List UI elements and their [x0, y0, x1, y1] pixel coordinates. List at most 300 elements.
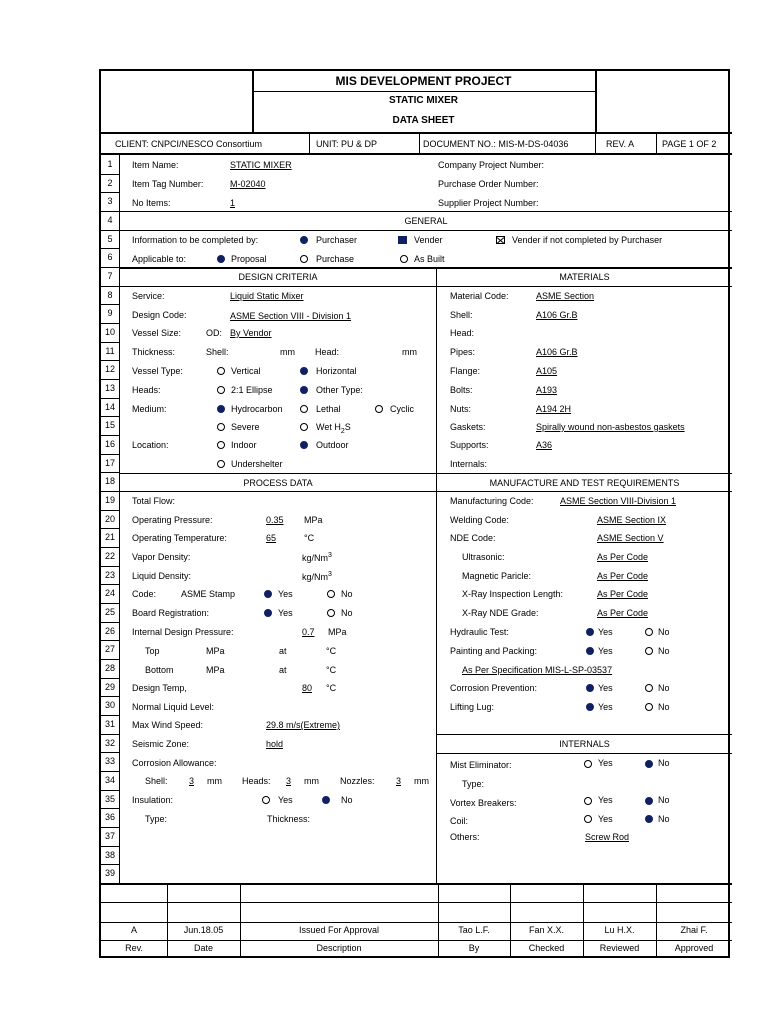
- wet-h2s-radio[interactable]: [300, 423, 308, 431]
- rev-header-rev: Rev.: [125, 943, 143, 953]
- row-number: 33: [104, 756, 115, 767]
- insulation-yes-radio[interactable]: [262, 796, 270, 804]
- stamp-yes-label: Yes: [278, 589, 293, 599]
- corr-heads-unit: mm: [304, 776, 319, 786]
- thickness-shell-label: Shell:: [206, 347, 229, 357]
- row-separator: [101, 678, 120, 679]
- undershelter-label: Undershelter: [231, 459, 283, 469]
- insulation-no-radio[interactable]: [322, 796, 330, 804]
- mat-shell-label: Shell:: [450, 310, 473, 320]
- cyclic-radio[interactable]: [375, 405, 383, 413]
- row-separator: [101, 864, 120, 865]
- top-unit: MPa: [206, 646, 225, 656]
- row-separator: [101, 304, 120, 305]
- thickness-head-label: Head:: [315, 347, 340, 357]
- doc-type-title: DATA SHEET: [392, 115, 455, 126]
- process-data-title: PROCESS DATA: [243, 478, 313, 488]
- row-separator: [101, 230, 120, 231]
- row-separator: [101, 379, 120, 380]
- rev-by: Tao L.F.: [458, 925, 490, 935]
- design-temp-label: Design Temp,: [132, 683, 187, 693]
- vapor-density-unit: [302, 550, 332, 564]
- mat-bolts-label: Bolts:: [450, 385, 473, 395]
- info-sep-1: [309, 134, 310, 153]
- seismic-label: Seismic Zone:: [132, 739, 190, 749]
- design-title-line: [120, 286, 436, 287]
- others-value: Screw Rod: [585, 832, 630, 842]
- row-number: 9: [107, 308, 113, 319]
- row-separator: [101, 342, 120, 343]
- corr-shell-label: Shell:: [145, 776, 168, 786]
- severe-label: Severe: [231, 422, 260, 432]
- wet-h2s-label: [316, 421, 351, 438]
- rev-header-approved: Approved: [674, 943, 714, 953]
- row-number: 14: [104, 401, 115, 412]
- row-separator: [101, 174, 120, 175]
- heads-label: Heads:: [132, 385, 161, 395]
- mat-supports-value: A36: [536, 440, 553, 450]
- mist-label: Mist Eliminator:: [450, 760, 512, 770]
- row-number: 32: [104, 737, 115, 748]
- liquid-density-label: Liquid Density:: [132, 571, 192, 581]
- mat-supports-label: Supports:: [450, 440, 489, 450]
- design-top: [120, 267, 732, 269]
- undershelter-radio[interactable]: [217, 460, 225, 468]
- row-separator: [101, 192, 120, 193]
- company-project-label: Company Project Number:: [438, 160, 545, 170]
- wind-value: 29.8 m/s(Extreme): [266, 720, 341, 730]
- lethal-radio[interactable]: [300, 405, 308, 413]
- tag-value: M-02040: [230, 179, 266, 189]
- rev-approved: Zhai F.: [680, 925, 708, 935]
- row-number: 6: [107, 252, 113, 263]
- nde-label: NDE Code:: [450, 533, 496, 543]
- insulation-label: Insulation:: [132, 795, 174, 805]
- lifting-yes-label: Yes: [598, 702, 613, 712]
- board-label: Board Registration:: [132, 608, 210, 618]
- wind-label: Max Wind Speed:: [132, 720, 204, 730]
- rev-checked: Fan X.X.: [528, 925, 564, 935]
- rev-header-reviewed: Reviewed: [599, 943, 640, 953]
- vessel-size-value: By Vendor: [230, 328, 272, 338]
- row-separator: [101, 696, 120, 697]
- tag-label: Item Tag Number:: [132, 179, 204, 189]
- row-separator: [101, 827, 120, 828]
- op-temp-unit: °C: [304, 533, 315, 543]
- row-number: 35: [104, 793, 115, 804]
- welding-value: ASME Section IX: [597, 515, 667, 525]
- bottom-degc: °C: [326, 665, 337, 675]
- rev-header-date: Date: [193, 943, 213, 953]
- info-sep-4: [656, 134, 657, 153]
- outdoor-radio[interactable]: [300, 441, 308, 449]
- row-number: 5: [107, 233, 113, 244]
- rev-line-3: [101, 940, 732, 941]
- coil-label: Coil:: [450, 816, 469, 826]
- int-pressure-label: Internal Design Pressure:: [132, 627, 234, 637]
- row-number: 21: [104, 532, 115, 543]
- page-label: PAGE 1 OF 2: [662, 139, 717, 149]
- material-code-label: Material Code:: [450, 291, 509, 301]
- row-number: 12: [104, 364, 115, 375]
- row-separator: [101, 622, 120, 623]
- liquid-unit-text: kg/Nm: [302, 572, 329, 582]
- row-separator: [101, 267, 120, 268]
- vertical-radio[interactable]: [217, 367, 225, 375]
- stamp-yes-radio[interactable]: [264, 590, 272, 598]
- row-separator: [101, 846, 120, 847]
- service-label: Service:: [132, 291, 165, 301]
- hydraulic-yes-radio[interactable]: [586, 628, 594, 636]
- info-sep-2: [419, 134, 420, 153]
- row-number: 34: [104, 775, 115, 786]
- row-separator: [101, 528, 120, 529]
- thickness-label: Thickness:: [132, 347, 176, 357]
- row-separator: [101, 211, 120, 212]
- vapor-density-label: Vapor Density:: [132, 552, 191, 562]
- row-number: 7: [107, 271, 113, 282]
- rev-value: A: [130, 925, 137, 935]
- ultrasonic-value: As Per Code: [597, 552, 649, 562]
- rev-header-by: By: [468, 943, 480, 953]
- other-type-label: Other Type:: [316, 385, 363, 395]
- horizontal-radio[interactable]: [300, 367, 308, 375]
- row-separator: [101, 566, 120, 567]
- painting-no-radio[interactable]: [645, 647, 653, 655]
- row-separator: [101, 510, 120, 511]
- row-separator: [101, 752, 120, 753]
- wet-h2s-text: Wet H: [316, 422, 341, 432]
- hydrocarbon-label: Hydrocarbon: [231, 404, 283, 414]
- rev-header-checked: Checked: [528, 943, 565, 953]
- ellipse-label: 2:1 Ellipse: [231, 385, 273, 395]
- vortex-no-label: No: [658, 795, 670, 805]
- vender-if-checkbox[interactable]: [496, 236, 505, 244]
- op-pressure-unit: MPa: [304, 515, 323, 525]
- row-number: 26: [104, 625, 115, 636]
- corrosion-no-label: No: [658, 683, 670, 693]
- corr-nozzles-unit: mm: [414, 776, 429, 786]
- info-bottom: [101, 153, 732, 155]
- row-number: 37: [104, 831, 115, 842]
- hydrocarbon-radio[interactable]: [217, 405, 225, 413]
- mfg-code-value: ASME Section VIII-Division 1: [560, 496, 677, 506]
- row-separator: [101, 584, 120, 585]
- general-bottom: [120, 230, 732, 231]
- row-number: 13: [104, 383, 115, 394]
- row-separator: [101, 715, 120, 716]
- mat-flange-label: Flange:: [450, 366, 481, 376]
- vertical-label: Vertical: [231, 366, 261, 376]
- hydraulic-yes-label: Yes: [598, 627, 613, 637]
- info-sep-3: [595, 134, 596, 153]
- no-items-value: 1: [230, 198, 236, 208]
- nde-value: ASME Section V: [597, 533, 664, 543]
- top-label: Top: [145, 646, 160, 656]
- mist-yes-label: Yes: [598, 758, 613, 768]
- info-completed-label: Information to be completed by:: [132, 235, 259, 245]
- data-sheet: [99, 69, 730, 958]
- magnetic-value: As Per Code: [597, 571, 649, 581]
- title-bottom: [101, 132, 732, 134]
- supplier-project-label: Supplier Project Number:: [438, 198, 539, 208]
- hydraulic-no-label: No: [658, 627, 670, 637]
- board-yes-radio[interactable]: [264, 609, 272, 617]
- board-no-radio[interactable]: [327, 609, 335, 617]
- design-temp-unit: °C: [326, 683, 337, 693]
- design-code-label: Design Code:: [132, 310, 187, 320]
- corr-shell-value: 3: [189, 776, 195, 786]
- title-divider: [252, 91, 595, 92]
- mfg-code-label: Manufacturing Code:: [450, 496, 534, 506]
- row-number: 17: [104, 457, 115, 468]
- proposal-label: Proposal: [231, 254, 267, 264]
- mat-flange-value: A105: [536, 366, 558, 376]
- painting-no-label: No: [658, 646, 670, 656]
- op-temp-label: Operating Temperature:: [132, 533, 227, 543]
- mist-no-radio[interactable]: [645, 760, 653, 768]
- xray-grade-value: As Per Code: [597, 608, 649, 618]
- coil-yes-radio[interactable]: [584, 815, 592, 823]
- design-code-value: ASME Section VIII - Division 1: [230, 311, 352, 321]
- top-degc: °C: [326, 646, 337, 656]
- rev-description: Issued For Approval: [298, 925, 380, 935]
- board-yes-label: Yes: [278, 608, 293, 618]
- general-title: GENERAL: [404, 216, 448, 226]
- outdoor-label: Outdoor: [316, 440, 349, 450]
- op-temp-value: 65: [266, 533, 277, 543]
- corrosion-prevention-label: Corrosion Prevention:: [450, 683, 538, 693]
- purchase-label: Purchase: [316, 254, 355, 264]
- row-number: 25: [104, 607, 115, 618]
- coil-yes-label: Yes: [598, 814, 613, 824]
- row-separator: [101, 435, 120, 436]
- indoor-radio[interactable]: [217, 441, 225, 449]
- vortex-no-radio[interactable]: [645, 797, 653, 805]
- row-separator: [101, 659, 120, 660]
- item-name-label: Item Name:: [132, 160, 179, 170]
- ins-thickness-label: Thickness:: [267, 814, 311, 824]
- painting-label: Painting and Packing:: [450, 646, 538, 656]
- indoor-label: Indoor: [231, 440, 257, 450]
- client-label: CLIENT: CNPCI/NESCO Consortium: [115, 139, 263, 149]
- other-type-radio[interactable]: [300, 386, 308, 394]
- applicable-label: Applicable to:: [132, 254, 187, 264]
- op-pressure-label: Operating Pressure:: [132, 515, 213, 525]
- row-separator: [101, 454, 120, 455]
- hydraulic-no-radio[interactable]: [645, 628, 653, 636]
- row-number: 20: [104, 513, 115, 524]
- medium-label: Medium:: [132, 404, 167, 414]
- internals-top: [437, 734, 732, 735]
- int-pressure-unit: MPa: [328, 627, 347, 637]
- mat-head-label: Head:: [450, 328, 475, 338]
- cyclic-label: Cyclic: [390, 404, 414, 414]
- rev-reviewed: Lu H.X.: [604, 925, 635, 935]
- painting-spec: As Per Specification MIS-L-SP-03537: [462, 665, 613, 675]
- body-bottom: [101, 883, 732, 885]
- others-label: Others:: [450, 832, 480, 842]
- internals-title-line: [437, 753, 732, 754]
- mist-yes-radio[interactable]: [584, 760, 592, 768]
- nll-label: Normal Liquid Level:: [132, 702, 215, 712]
- total-flow-label: Total Flow:: [132, 496, 176, 506]
- row-number: 39: [104, 868, 115, 879]
- corr-heads-value: 3: [286, 776, 292, 786]
- mat-bolts-value: A193: [536, 385, 558, 395]
- row-number: 27: [104, 644, 115, 655]
- corrosion-no-radio[interactable]: [645, 684, 653, 692]
- middle-divider: [436, 267, 437, 883]
- purchase-radio[interactable]: [300, 255, 308, 263]
- row-separator: [101, 286, 120, 287]
- liquid-density-unit: [302, 569, 332, 583]
- row-separator: [101, 547, 120, 548]
- row-number: 38: [104, 849, 115, 860]
- insulation-no-label: No: [341, 795, 353, 805]
- row-separator: [101, 771, 120, 772]
- mat-pipes-value: A106 Gr.B: [536, 347, 578, 357]
- vessel-size-label: Vessel Size:: [132, 328, 182, 338]
- row-number: 30: [104, 700, 115, 711]
- row-separator: [101, 734, 120, 735]
- lethal-label: Lethal: [316, 404, 341, 414]
- row-separator: [101, 323, 120, 324]
- welding-label: Welding Code:: [450, 515, 509, 525]
- rev-line-2: [101, 922, 732, 923]
- location-label: Location:: [132, 440, 169, 450]
- internals-title: INTERNALS: [559, 739, 610, 749]
- process-title-line: [120, 491, 436, 492]
- horizontal-label: Horizontal: [316, 366, 357, 376]
- design-criteria-title: DESIGN CRITERIA: [238, 272, 318, 282]
- row-separator: [101, 416, 120, 417]
- liquid-unit-sup: 3: [328, 571, 332, 578]
- row-separator: [101, 603, 120, 604]
- stamp-no-label: No: [341, 589, 353, 599]
- mist-no-label: No: [658, 758, 670, 768]
- row-number: 10: [104, 327, 115, 338]
- vender-if-label: Vender if not completed by Purchaser: [512, 235, 663, 245]
- magnetic-label: Magnetic Paricle:: [462, 571, 532, 581]
- xray-length-value: As Per Code: [597, 589, 649, 599]
- corr-heads-label: Heads:: [242, 776, 271, 786]
- vapor-unit-sup: 3: [328, 552, 332, 559]
- painting-yes-label: Yes: [598, 646, 613, 656]
- design-temp-value: 80: [302, 683, 313, 693]
- project-title: MIS DEVELOPMENT PROJECT: [335, 74, 512, 88]
- row-number: 4: [107, 215, 113, 225]
- revision-label: REV. A: [606, 139, 635, 149]
- row-number-divider: [119, 155, 120, 883]
- title-right-divider: [595, 71, 597, 132]
- vender-label: Vender: [414, 235, 443, 245]
- row-number: 19: [104, 495, 115, 506]
- row-separator: [101, 808, 120, 809]
- rev-header-desc: Description: [316, 943, 362, 953]
- purchaser-label: Purchaser: [316, 235, 358, 245]
- general-top: [120, 211, 732, 212]
- document-number: DOCUMENT NO.: MIS-M-DS-04036: [423, 139, 569, 149]
- int-pressure-value: 0.7: [302, 627, 315, 637]
- service-value: Liquid Static Mixer: [230, 291, 304, 301]
- vender-checkbox[interactable]: [398, 236, 407, 244]
- thickness-shell-unit: mm: [280, 347, 295, 357]
- purchase-order-label: Purchase Order Number:: [438, 179, 539, 189]
- coil-no-radio[interactable]: [645, 815, 653, 823]
- stamp-no-radio[interactable]: [327, 590, 335, 598]
- hydraulic-label: Hydraulic Test:: [450, 627, 509, 637]
- row-number: 15: [104, 420, 115, 431]
- board-no-label: No: [341, 608, 353, 618]
- wet-h2s-sub: 2: [340, 427, 345, 435]
- vessel-type-label: Vessel Type:: [132, 366, 183, 376]
- asme-stamp-label: ASME Stamp: [181, 589, 236, 599]
- xray-length-label: X-Ray Inspection Length:: [462, 589, 564, 599]
- mat-nuts-label: Nuts:: [450, 404, 472, 414]
- corrosion-yes-label: Yes: [598, 683, 613, 693]
- vortex-yes-radio[interactable]: [584, 797, 592, 805]
- lifting-no-label: No: [658, 702, 670, 712]
- row-number: 29: [104, 681, 115, 692]
- corrosion-yes-radio[interactable]: [586, 684, 594, 692]
- coil-no-label: No: [658, 814, 670, 824]
- row-separator: [101, 398, 120, 399]
- row-number: 2: [107, 177, 113, 188]
- rev-line-1: [101, 902, 732, 903]
- bottom-at: at: [279, 665, 287, 675]
- mfg-top: [437, 473, 732, 474]
- mat-pipes-label: Pipes:: [450, 347, 476, 357]
- row-number: 3: [107, 196, 113, 207]
- mat-gaskets-label: Gaskets:: [450, 422, 486, 432]
- bottom-unit: MPa: [206, 665, 225, 675]
- painting-yes-radio[interactable]: [586, 647, 594, 655]
- lifting-no-radio[interactable]: [645, 703, 653, 711]
- row-number: 24: [104, 588, 115, 599]
- bottom-label: Bottom: [145, 665, 174, 675]
- xray-grade-label: X-Ray NDE Grade:: [462, 608, 539, 618]
- row-number: 31: [104, 719, 115, 730]
- row-separator: [101, 248, 120, 249]
- row-separator: [101, 790, 120, 791]
- material-code-value: ASME Section: [536, 291, 595, 301]
- item-name-value: STATIC MIXER: [230, 160, 292, 170]
- row-number: 22: [104, 551, 115, 562]
- corr-nozzles-label: Nozzles:: [340, 776, 375, 786]
- item-title: STATIC MIXER: [388, 95, 459, 106]
- as-built-radio[interactable]: [400, 255, 408, 263]
- corrosion-label: Corrosion Allowance:: [132, 758, 217, 768]
- row-separator: [101, 472, 120, 473]
- lifting-yes-radio[interactable]: [586, 703, 594, 711]
- ultrasonic-label: Ultrasonic:: [462, 552, 505, 562]
- materials-title: MATERIALS: [559, 272, 610, 282]
- mat-gaskets-value: Spirally wound non-asbestos gaskets: [536, 422, 685, 432]
- rev-date: Jun.18.05: [183, 925, 224, 935]
- severe-radio[interactable]: [217, 423, 225, 431]
- proposal-radio[interactable]: [217, 255, 225, 263]
- insulation-yes-label: Yes: [278, 795, 293, 805]
- row-number: 8: [107, 289, 113, 300]
- thickness-head-unit: mm: [402, 347, 417, 357]
- purchaser-radio[interactable]: [300, 236, 308, 244]
- row-number: 11: [105, 345, 115, 356]
- corr-shell-unit: mm: [207, 776, 222, 786]
- row-separator: [101, 491, 120, 492]
- ellipse-radio[interactable]: [217, 386, 225, 394]
- row-number: 28: [104, 663, 115, 674]
